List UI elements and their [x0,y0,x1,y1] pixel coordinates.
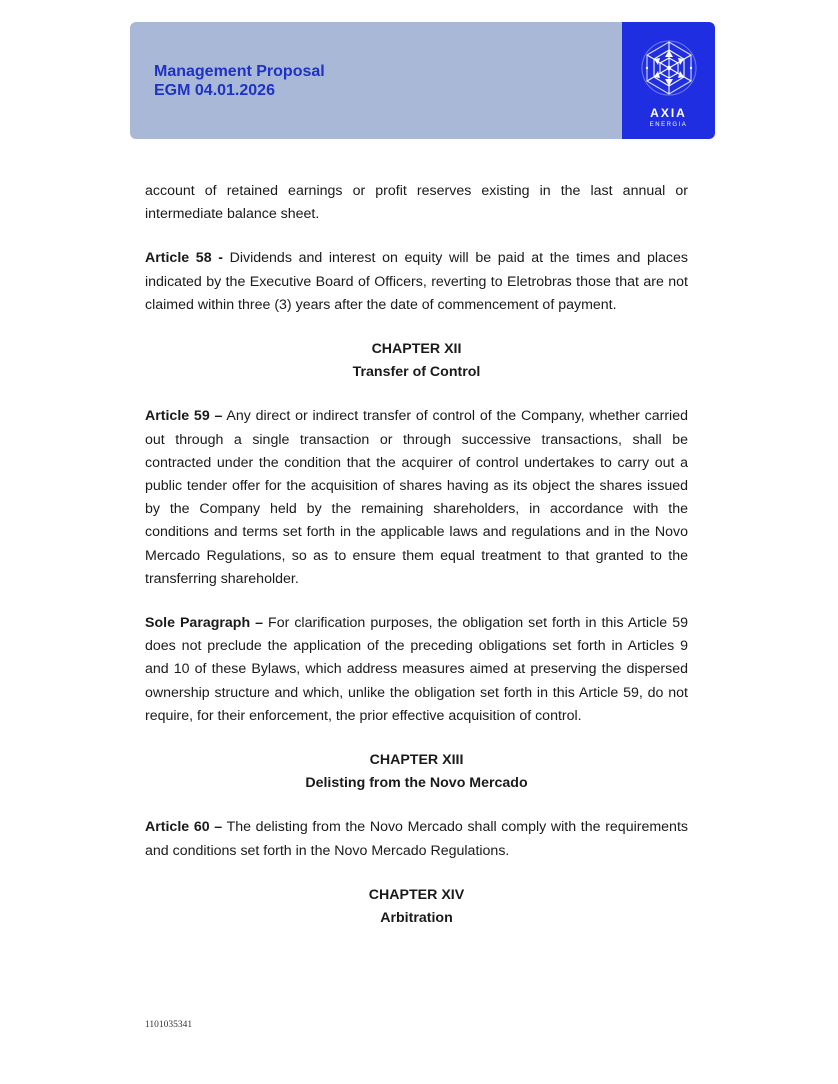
sole-paragraph-label: Sole Paragraph – [145,615,264,632]
chapter-12-title: Transfer of Control [352,364,481,381]
document-code: 1101035341 [145,1020,193,1030]
paragraph-continuation: account of retained earnings or profit reserves existing in the last annual or intermediate balance sheet. [145,183,688,223]
article-60-text: The delisting from the Novo Mercado shall comply with the requirements and conditions set forth in the Novo Mercado Regulations. [145,819,688,859]
document-body [145,180,688,930]
globe-logo-icon [639,38,699,98]
header-line-proposal: Management Proposal [154,63,325,80]
chapter-13-number: CHAPTER XIII [369,752,464,769]
article-58 [145,247,688,317]
chapter-14-number: CHAPTER XIV [368,886,465,903]
company-logo [622,22,715,139]
article-60 [145,816,688,862]
chapter-14-title: Arbitration [380,910,453,927]
article-58-label: Article 58 - [145,250,223,267]
article-59-label: Article 59 – [145,408,223,425]
logo-wordmark: AXIA [650,106,687,120]
article-59-text: Any direct or indirect transfer of control of the Company, whether carried out through a single transaction or through successive transactions, shall be contracted under the condition that the acquirer of control undertakes to carry out a public tender offer for the acquisition of shares having as its object the shares issued by the Company held by the remaining shareholders, in accordance with the conditions and terms set forth in the applicable laws and regulations and in the Novo Mercado Regulations, so as to ensure them equal treatment to that granted to the transferring shareholder. [145,408,688,587]
article-59 [145,405,688,591]
article-60-label: Article 60 – [145,819,223,836]
chapter-13-title: Delisting from the Novo Mercado [305,775,528,792]
sole-paragraph-text: For clarification purposes, the obligation set forth in this Article 59 does not preclude the application of the preceding obligations set forth in Articles 9 and 10 of these Bylaws, which address measures aimed at preserving the dispersed ownership structure and which, unlike the obligation set forth in this Article 59, do not require, for their enforcement, the prior effective acquisition of control. [145,615,688,724]
sole-paragraph [145,612,688,728]
header-line-meeting: EGM 04.01.2026 [154,82,275,99]
logo-subtitle: ENERGIA [649,122,688,128]
header-title [154,62,325,100]
article-58-text: Dividends and interest on equity will be paid at the times and places indicated by the Executive Board of Officers, reverting to Eletrobras those that are not claimed within three (3) years after the date of commencement of payment. [145,250,688,313]
chapter-12-number: CHAPTER XII [371,341,462,358]
